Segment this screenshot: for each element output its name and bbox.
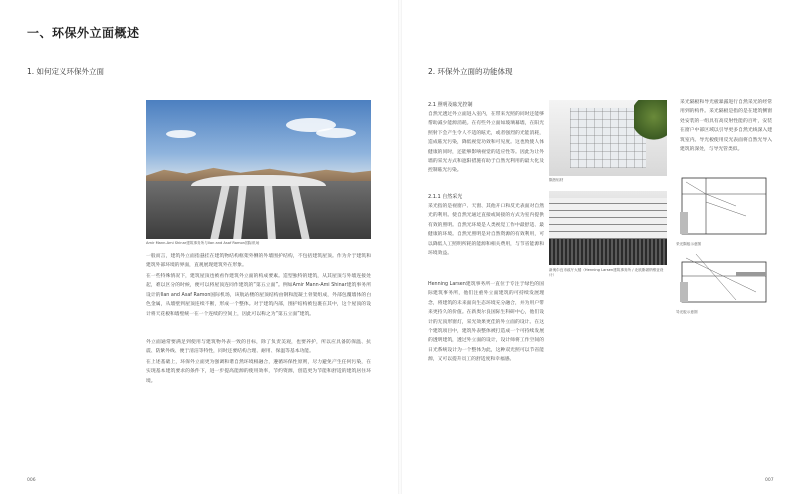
paragraph-2-1: 自然光透过外立面进入室内，在带来光照的同时还能够帮助减少能源消耗。在有些外立面如玻璃幕墙，在阳光照射下会产生令人不适的眩光，或者强烈的光能消耗，造成眩光污染，降低视觉功效和可见度。这也致使人体健康的同时，还能够影响视觉的适应性等。因此为让外墙的采光方式和遮阳措施有助于自然光利用的最大化及控制眩光污染。 [428, 112, 544, 174]
right-heading: 2. 环保外立面的功能体现 [428, 67, 513, 76]
light-shelf-diagram [676, 172, 772, 240]
subheading-2-1-1: 2.1.1 自然采光 [428, 194, 463, 200]
right-page-number: 007 [765, 478, 774, 483]
left-page-number: 006 [27, 478, 36, 483]
atrium-photo [549, 100, 667, 176]
hall-photo [549, 191, 667, 265]
light-guide-caption: 导光板示意图 [676, 310, 698, 314]
book-spine [398, 0, 402, 494]
left-paragraph-1: 一般而言，建筑外立面指悬挂在建筑物结构框架外侧的外墙围护结构，不包括建筑屋顶。作为介于建筑和建筑外部环境的界面，直观展现建筑外在形象。 [146, 254, 371, 269]
light-shelf-caption: 采光隔板示意图 [676, 242, 702, 246]
left-paragraph-4: 在上述基础上，环保外立面更为强调和谐自然环境相融合，遵循环保性原则，尽力避免产生任何污染，在实现基本建筑要求的条件下，进一步提高能源的使用效率，节约资源，创造更为节能和舒适的建筑居住环境。 [146, 360, 371, 384]
side-text: 采光隔板和导光板暴露进行自然采光的经常用到的构件。采光隔板是指的是在建筑侧窗处安装的一组具有高反射性能的百叶，安装在窗户中部区域以引导更多自然光线深入建筑室内。导光板使用反光表面将自然光导入建筑的深处，与导光管类似。 [680, 100, 772, 153]
paragraph-henning-larsen: Henning Larsen建筑事务所一直位于专注于绿色的国际建筑事务所，他们注重外立面建筑的可持续发展理念，将建筑的未来面向生态环境充分融合，并为用户带来更持久的价值。在新奥尔良国际生科研中心，他们设计的无顶形窗灯，采光效果更佳的外立面的设计。在这个建筑项目中，建筑外表整体被打造成一个可持续发展的透明建筑，透过外立面的设计，设计师将工作空间的日光系统设计为一个整体为此，这种双光照可以节省能源，又可以提升员工的舒适度和幸福感。 [428, 282, 544, 363]
subheading-2-1: 2.1 照明及眩光控制 [428, 102, 473, 108]
paragraph-2-1-1: 采光指的是视窗户、天窗、其他开口和反光表面对自然光的利用。使自然光通过直接或间接的方式为室内提供有效的照明。自然光环境是人类视觉工作中最舒适、最健康的环境。自然光照明是对自然资源的有效利用，可以降低人工照明所耗的能源和相关费用，与节省能源和环境效益。 [428, 204, 544, 257]
left-heading: 1. 如何定义环保外立面 [27, 67, 105, 76]
light-guide-diagram [676, 252, 772, 308]
airport-photo-caption: Amir Mann-Ami Shinar建筑事务所与Ilan and Asaf Ramon国际机场 [146, 241, 260, 245]
section-title: 一、环保外立面概述 [27, 26, 140, 40]
hall-photo-caption: 新奥尔良市政厅大楼（Henning Larsen建筑事务所 / 北欧斯堪纳维亚设计） [549, 268, 664, 277]
left-paragraph-2: 在一些特殊情况下，建筑屋顶也被看作建筑外立面的构成要素。造型独特的建筑，从其屋顶与外墙连接处起，难以区分的时候，便可以将屋顶连同作建筑的“第五立面”。例如Amir Mann-Ami Shinar建筑事务所设计的Ilan and Asaf Ramon国际机场，该航站楼的屋顶结构由钢和混凝土骨架组成，外部包覆墙体的白色金属，从墙壁到屋顶连续不断，形成一个整体。对于建筑内部，围护结构被包裹在其中，这个屋顶的设计将天花板和墙壁统一在一个连续的空间上，因此可以称之为“第五立面”建筑。 [146, 274, 371, 317]
left-paragraph-3: 外立面通常要满足到使用与建筑物外表一致的目标，除了负责美观，也要养护，所以应具备防保温、抗震、防紫外线、便于清洁等特性，同时还要结构合理、耐用、保温等基本功能。 [146, 340, 371, 355]
airport-photo [146, 100, 371, 239]
atrium-photo-caption: 隔热铝材 [549, 178, 564, 182]
